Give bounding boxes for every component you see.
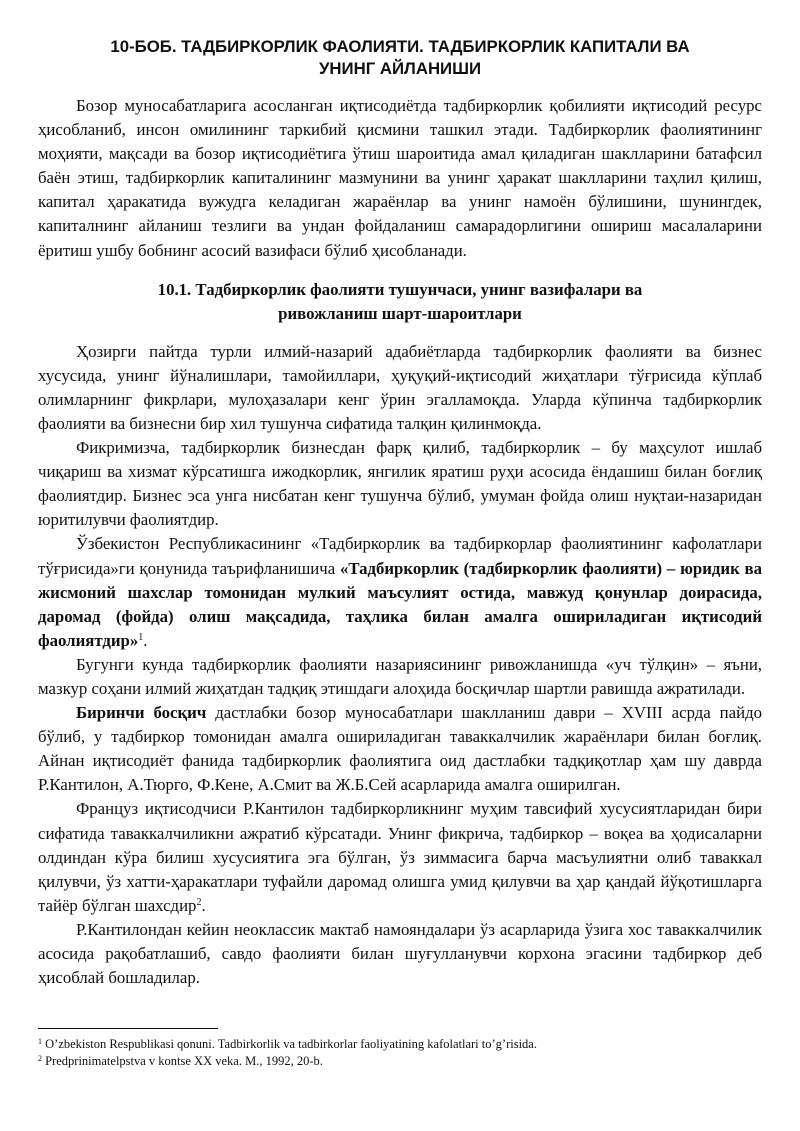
footnote-2 [38,1053,762,1070]
footnote-2-number: 2 [38,1054,42,1063]
paragraph-6-text: Француз иқтисодчиси Р.Кантилон тадбиркорликнинг муҳим тавсифий хусусиятларидан бири сифатида таваккалчиликни ажратиб кўрсатади. Унинг фикрича, тадбиркор – воқеа ва ҳодисаларни олдиндан кўра билиш хусусиятига эга бўлган, ўз зиммасига барча масъулиятни олиб таваккал қилувчи, ўз хатти-ҳаракатлари туфайли даромад олишга умид қилувчи ва ҳар қандай йўқотишларга тайёр бўлган шахсдир [38,799,762,915]
footnote-ref-2[interactable]: 2 [196,896,202,908]
paragraph-3 [38,532,762,652]
section-title [38,278,762,326]
intro-paragraph: Бозор муносабатларига асосланган иқтисодиётда тадбиркорлик қобилияти иқтисодий ресурс ҳисобланиб, инсон омилининг таркибий қисмини ташкил этади. Тадбиркорлик фаолиятининг моҳияти, мақсади ва бозор иқтисодиётига ўтиш шароитида амал қиладиган шаклларини батафсил баён этиш, тадбиркорлик капиталининг мазмунини ва унинг ҳаракат шаклларини таҳлил қилиш, капитал ҳаракатида вужудга келадиган жараёнлар ва унинг намоён бўлишини, шунингдек, капиталнинг айланиш тезлиги ва ундан фойдаланиш самарадорлигини ошириш масалаларини ёритиш ушбу бобнинг асосий вазифаси бўлиб ҳисобланади. [38,96,762,260]
paragraph-1: Ҳозирги пайтда турли илмий-назарий адабиётларда тадбиркорлик фаолияти ва бизнес хусусида, унинг йўналишлари, тамойиллари, ҳуқуқий-иқтисодий жиҳатлари тўғрисида кўплаб олимларнинг фикрлари, мулоҳазалари кенг ўрин эгалламоқда. Уларда кўпинча тадбиркорлик фаолияти ва бизнесни бир хил тушунча сифатида талқин қилинмоқда. [38,341,762,433]
first-stage-label: Биринчи босқич [76,703,207,723]
footnote-1 [38,1036,762,1053]
footnote-1-number: 1 [38,1037,42,1046]
law-definition: «Тадбиркорлик (тадбиркорлик фаолияти) – юридик ва жисмоний шахслар томонидан мулкий маъсулият остида, мавжуд қонунлар доирасида, даромад (фойда) олиш мақсадида, таҳлика билан амалга ошириладиган иқтисодий фаолиятдир» [38,558,762,650]
paragraph-3-text: Ўзбекистон Республикасининг «Тадбиркорлик ва тадбиркорлар фаолиятининг кафолатлари тўғрисида»ги қонунида таърифланишича [38,534,762,578]
footnote-2-text: Predprinimatelpstva v kontse XX veka. M., 1992, 20-b. [42,1054,323,1068]
chapter-title [38,36,762,80]
footnote-ref-1[interactable]: 1 [138,631,144,643]
paragraph-3-end: . [143,630,148,650]
section-title-line-1: 10.1. Тадбиркорлик фаолияти тушунчаси, унинг вазифалари ва [157,279,643,299]
paragraph-4: Бугунги кунда тадбиркорлик фаолияти назариясининг ривожланишда «уч тўлқин» – яъни, мазкур соҳани илмий жиҳатдан тадқиқ этишдаги алоҳида босқичлар шартли равишда ажратилади. [38,654,762,698]
paragraph-2: Фикримизча, тадбиркорлик бизнесдан фарқ қилиб, тадбиркорлик – бу маҳсулот ишлаб чиқариш ва хизмат кўрсатишга ижодкорлик, янгилик яратиш руҳи асосида ёндашиш билан боғлиқ фаолиятдир. Бизнес эса унга нисбатан кенг тушунча бўлиб, умуман фойда олиш нуқтаи-назаридан юритилувчи фаолиятдир. [38,438,762,530]
chapter-title-line-1: 10-БОБ. ТАДБИРКОРЛИК ФАОЛИЯТИ. ТАДБИРКОРЛИК КАПИТАЛИ ВА [110,37,690,56]
footnote-1-text: O’zbekiston Respublikasi qonuni. Tadbirkorlik va tadbirkorlar faoliyatining kafolatlari to’g’risida. [42,1037,537,1051]
footnotes [38,1028,762,1070]
paragraph-5-text: дастлабки бозор муносабатлари шаклланиш даври – XVIII асрда пайдо бўлиб, у тадбиркор томонидан амалга ошириладиган таваккалчилик жараёнлари билан боғлиқ. Айнан иқтисодиёт фанида тадбиркорлик фаолиятига оид дастлабки тадқиқотлар ҳам шу даврда Р.Кантилон, А.Тюрго, Ф.Кене, А.Смит ва Ж.Б.Сей асарларида амалга оширилган. [38,703,762,795]
paragraph-7: Р.Кантилондан кейин неоклассик мактаб намояндалари ўз асарларида ўзига хос таваккалчилик асосида рақобатлашиб, савдо фаолияти билан шуғулланувчи корхона эгасини тадбиркор деб ҳисоблай бошладилар. [38,919,762,988]
section-title-line-2: ривожланиш шарт-шароитлари [278,303,522,323]
paragraph-6-end: . [201,895,206,915]
paragraph-5 [38,701,762,797]
chapter-title-line-2: УНИНГ АЙЛАНИШИ [318,59,482,78]
paragraph-6 [38,797,762,917]
footnote-divider [38,1028,218,1029]
